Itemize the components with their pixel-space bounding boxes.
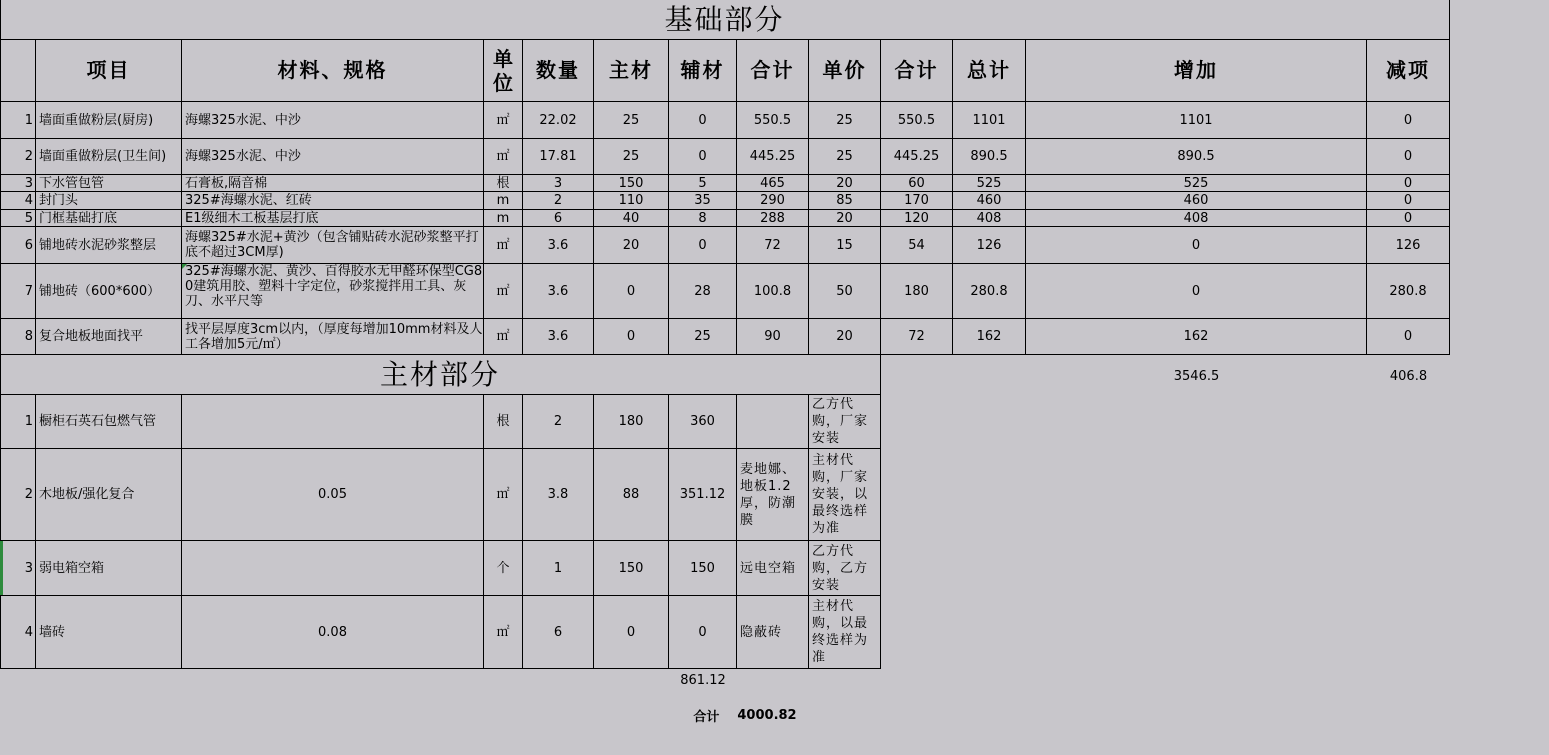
basic-section-title: 基础部分: [0, 0, 1450, 40]
cell-item[interactable]: 铺地砖（600*600）: [36, 264, 182, 319]
cell-qty[interactable]: 17.81: [523, 139, 594, 175]
cell-dec[interactable]: 0: [1367, 139, 1450, 175]
grand-total: [670, 704, 820, 726]
cell-price[interactable]: 85: [809, 192, 881, 210]
sum-decrease: 406.8: [1389, 368, 1428, 384]
cell-labor[interactable]: 180: [881, 264, 953, 319]
cell-qty[interactable]: 3.8: [523, 449, 594, 541]
cell-price[interactable]: 20: [809, 175, 881, 192]
cell-remark[interactable]: 乙方代购，厂家安装: [809, 395, 881, 449]
cell-total[interactable]: 126: [953, 227, 1026, 264]
cell-price[interactable]: 20: [809, 319, 881, 355]
cell-main[interactable]: 110: [594, 192, 669, 210]
cell-qty[interactable]: 2: [523, 395, 594, 449]
cell-material[interactable]: 海螺325水泥、中沙: [182, 139, 484, 175]
cell-price[interactable]: 15: [809, 227, 881, 264]
cell-qty[interactable]: 1: [523, 541, 594, 596]
comment-indicator-icon: [182, 264, 187, 269]
cell-main[interactable]: 20: [594, 227, 669, 264]
cell-unit[interactable]: ㎡: [484, 227, 523, 264]
cell-sub[interactable]: 100.8: [737, 264, 809, 319]
cell-inc[interactable]: 525: [1026, 175, 1367, 192]
cell-spec[interactable]: 0.08: [182, 596, 484, 669]
cell-item[interactable]: 下水管包管: [36, 175, 182, 192]
cell-no[interactable]: 4: [0, 596, 36, 669]
cell-item[interactable]: 墙砖: [36, 596, 182, 669]
cell-unit[interactable]: 根: [484, 395, 523, 449]
cell-price[interactable]: 150: [594, 541, 669, 596]
cell-sub[interactable]: 290: [737, 192, 809, 210]
cell-item[interactable]: 墙面重做粉层(厨房): [36, 102, 182, 139]
header-main-material: 主材: [594, 40, 669, 102]
cell-qty[interactable]: 3.6: [523, 227, 594, 264]
cell-aux[interactable]: 28: [669, 264, 737, 319]
cell-spec[interactable]: 0.05: [182, 449, 484, 541]
cell-total[interactable]: 1101: [953, 102, 1026, 139]
header-aux-material: 辅材: [669, 40, 737, 102]
cell-note[interactable]: 隐蔽砖: [737, 596, 809, 669]
header-quantity: 数量: [523, 40, 594, 102]
cell-no[interactable]: 2: [0, 139, 36, 175]
cell-qty[interactable]: 3.6: [523, 319, 594, 355]
header-total: 总计: [953, 40, 1026, 102]
cell-sub[interactable]: 550.5: [737, 102, 809, 139]
cell-unit[interactable]: m: [484, 210, 523, 227]
cell-qty[interactable]: 3: [523, 175, 594, 192]
cell-item[interactable]: 橱柜石英石包燃气管: [36, 395, 182, 449]
cell-price[interactable]: 20: [809, 210, 881, 227]
cell-unit[interactable]: 个: [484, 541, 523, 596]
cell-sub[interactable]: 288: [737, 210, 809, 227]
cell-aux[interactable]: 25: [669, 319, 737, 355]
cell-dec[interactable]: 0: [1367, 102, 1450, 139]
main-section-sum: 861.12: [680, 672, 726, 688]
row-selection-marker: [0, 541, 3, 595]
cell-material[interactable]: 找平层厚度3cm以内，（厚度每增加10mm材料及人工各增加5元/㎡）: [182, 319, 484, 355]
cell-labor[interactable]: 60: [881, 175, 953, 192]
cell-dec[interactable]: 126: [1367, 227, 1450, 264]
cell-no[interactable]: 3: [0, 175, 36, 192]
cell-item[interactable]: 墙面重做粉层(卫生间): [36, 139, 182, 175]
header-unit-price: 单价: [809, 40, 881, 102]
cell-no[interactable]: 7: [0, 264, 36, 319]
cell-note[interactable]: 麦地娜、地板1.2厚，防潮膜: [737, 449, 809, 541]
cell-total[interactable]: 460: [953, 192, 1026, 210]
header-item: 项目: [36, 40, 182, 102]
cell-aux[interactable]: 0: [669, 227, 737, 264]
cell-no[interactable]: 8: [0, 319, 36, 355]
cell-spec[interactable]: [182, 541, 484, 596]
cell-amount[interactable]: 0: [669, 596, 737, 669]
cell-item[interactable]: 封门头: [36, 192, 182, 210]
cell-sub[interactable]: 72: [737, 227, 809, 264]
header-blank: [0, 40, 36, 102]
cell-unit[interactable]: ㎡: [484, 596, 523, 669]
header-increase: 增加: [1026, 40, 1367, 102]
cell-inc[interactable]: 0: [1026, 227, 1367, 264]
cell-aux[interactable]: 5: [669, 175, 737, 192]
cell-total[interactable]: 280.8: [953, 264, 1026, 319]
cell-main[interactable]: 150: [594, 175, 669, 192]
main-section-title: 主材部分: [0, 355, 881, 395]
cell-price[interactable]: 25: [809, 102, 881, 139]
cell-no[interactable]: 5: [0, 210, 36, 227]
cell-item[interactable]: 门框基础打底: [36, 210, 182, 227]
grand-total-label: 合计: [693, 709, 720, 725]
cell-note[interactable]: [737, 395, 809, 449]
sum-increase: 3546.5: [1173, 368, 1220, 384]
header-labor-total: 合计: [881, 40, 953, 102]
cell-main[interactable]: 40: [594, 210, 669, 227]
cell-amount[interactable]: 150: [669, 541, 737, 596]
cell-inc[interactable]: 1101: [1026, 102, 1367, 139]
cell-inc[interactable]: 0: [1026, 264, 1367, 319]
cell-item[interactable]: 铺地砖水泥砂浆整层: [36, 227, 182, 264]
cell-material[interactable]: 325#海螺水泥、黄沙、百得胶水无甲醛环保型CG80建筑用胶、塑料十字定位，砂浆搅拌用工具、灰刀、水平尺等: [182, 264, 484, 319]
cell-main[interactable]: 0: [594, 319, 669, 355]
cell-material[interactable]: 石膏板,隔音棉: [182, 175, 484, 192]
cell-no[interactable]: 3: [0, 541, 36, 596]
cell-unit[interactable]: 根: [484, 175, 523, 192]
cell-spec[interactable]: [182, 395, 484, 449]
cell-inc[interactable]: 162: [1026, 319, 1367, 355]
cell-amount[interactable]: 351.12: [669, 449, 737, 541]
cell-aux[interactable]: 0: [669, 139, 737, 175]
grand-total-value: 4000.82: [737, 707, 797, 723]
cell-dec[interactable]: 0: [1367, 319, 1450, 355]
cell-no[interactable]: 6: [0, 227, 36, 264]
cell-aux[interactable]: 8: [669, 210, 737, 227]
cell-dec[interactable]: 0: [1367, 175, 1450, 192]
cell-no[interactable]: 1: [0, 395, 36, 449]
cell-note[interactable]: 远电空箱: [737, 541, 809, 596]
cell-labor[interactable]: 550.5: [881, 102, 953, 139]
cell-unit[interactable]: ㎡: [484, 139, 523, 175]
cell-inc[interactable]: 890.5: [1026, 139, 1367, 175]
cell-remark[interactable]: 乙方代购，乙方安装: [809, 541, 881, 596]
cell-unit[interactable]: ㎡: [484, 264, 523, 319]
cell-dec[interactable]: 0: [1367, 210, 1450, 227]
cell-dec[interactable]: 0: [1367, 192, 1450, 210]
cell-dec[interactable]: 280.8: [1367, 264, 1450, 319]
header-material: 材料、规格: [182, 40, 484, 102]
cell-unit[interactable]: m: [484, 192, 523, 210]
cell-unit[interactable]: ㎡: [484, 102, 523, 139]
cell-main[interactable]: 0: [594, 264, 669, 319]
cell-qty[interactable]: 6: [523, 596, 594, 669]
cell-price[interactable]: 180: [594, 395, 669, 449]
cell-labor[interactable]: 445.25: [881, 139, 953, 175]
cell-labor[interactable]: 54: [881, 227, 953, 264]
cell-item[interactable]: 复合地板地面找平: [36, 319, 182, 355]
cell-price[interactable]: 0: [594, 596, 669, 669]
cell-main[interactable]: 25: [594, 139, 669, 175]
cell-labor[interactable]: 72: [881, 319, 953, 355]
cell-no[interactable]: 2: [0, 449, 36, 541]
cell-inc[interactable]: 408: [1026, 210, 1367, 227]
cell-price[interactable]: 88: [594, 449, 669, 541]
cell-total[interactable]: 408: [953, 210, 1026, 227]
cell-total[interactable]: 890.5: [953, 139, 1026, 175]
cell-qty[interactable]: 6: [523, 210, 594, 227]
cell-main[interactable]: 25: [594, 102, 669, 139]
cell-sub[interactable]: 445.25: [737, 139, 809, 175]
cell-labor[interactable]: 120: [881, 210, 953, 227]
cell-remark[interactable]: 主材代购，厂家安装，以最终选样为准: [809, 449, 881, 541]
header-decrease: 减项: [1367, 40, 1450, 102]
cell-material[interactable]: 海螺325水泥、中沙: [182, 102, 484, 139]
cell-sub[interactable]: 465: [737, 175, 809, 192]
cell-item[interactable]: 弱电箱空箱: [36, 541, 182, 596]
cell-remark[interactable]: 主材代购，以最终选样为准: [809, 596, 881, 669]
cell-no[interactable]: 4: [0, 192, 36, 210]
cell-price[interactable]: 50: [809, 264, 881, 319]
header-unit: 单位: [484, 40, 523, 102]
cell-qty[interactable]: 3.6: [523, 264, 594, 319]
cell-qty[interactable]: 2: [523, 192, 594, 210]
cell-total[interactable]: 162: [953, 319, 1026, 355]
cell-qty[interactable]: 22.02: [523, 102, 594, 139]
cell-amount[interactable]: 360: [669, 395, 737, 449]
cell-material[interactable]: 325#海螺水泥、红砖: [182, 192, 484, 210]
cell-sub[interactable]: 90: [737, 319, 809, 355]
cell-total[interactable]: 525: [953, 175, 1026, 192]
cell-unit[interactable]: ㎡: [484, 319, 523, 355]
cell-price[interactable]: 25: [809, 139, 881, 175]
cell-aux[interactable]: 0: [669, 102, 737, 139]
cell-no[interactable]: 1: [0, 102, 36, 139]
cell-material[interactable]: 海螺325#水泥+黄沙（包含铺贴砖水泥砂浆整平打底不超过3CM厚): [182, 227, 484, 264]
cell-inc[interactable]: 460: [1026, 192, 1367, 210]
cell-material[interactable]: E1级细木工板基层打底: [182, 210, 484, 227]
header-subtotal: 合计: [737, 40, 809, 102]
cell-unit[interactable]: ㎡: [484, 449, 523, 541]
cell-labor[interactable]: 170: [881, 192, 953, 210]
cell-item[interactable]: 木地板/强化复合: [36, 449, 182, 541]
cell-aux[interactable]: 35: [669, 192, 737, 210]
